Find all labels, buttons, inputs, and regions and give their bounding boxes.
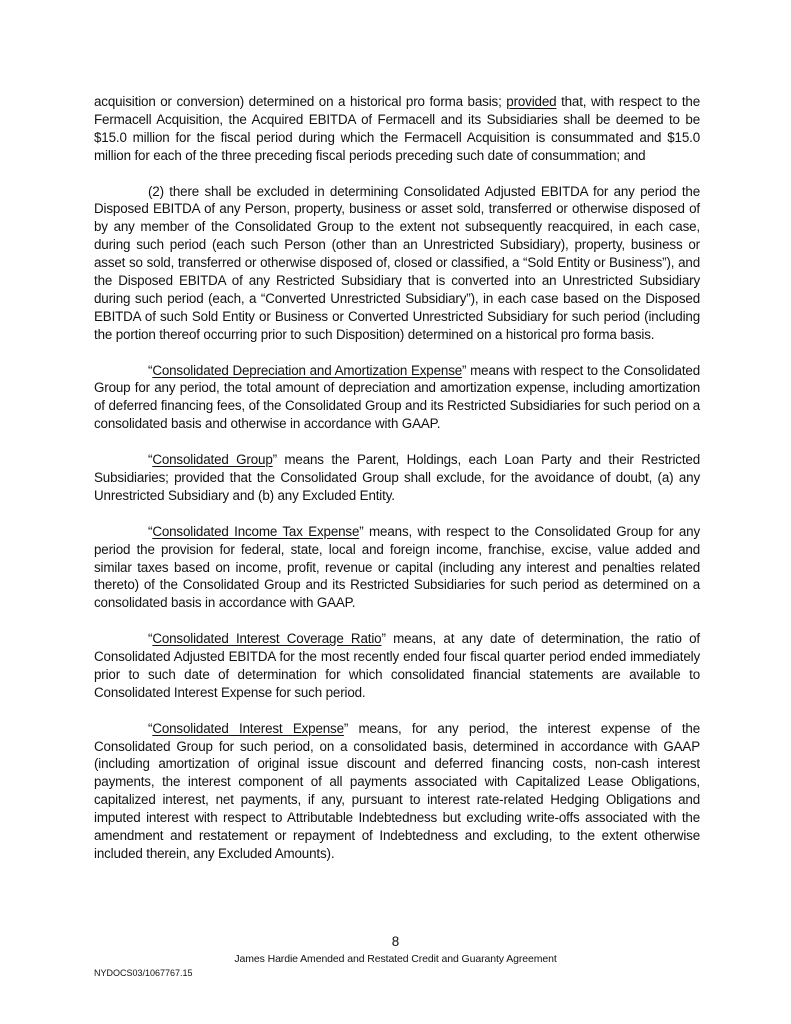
- definition-text: ” means, with respect to the Consolidated Group for any period the provision for federal, state, local and foreign income, franchise, excise, value added and similar taxes based on income, profit, revenue or capital (including any interest and penalties related thereto) of the Consolidated Group and its Restricted Subsidiaries for such period as determined on a consolidated basis in accordance with GAAP.: [94, 523, 700, 611]
- definition-text: ” means the Parent, Holdings, each Loan Party and their Restricted Subsidiaries; provided that the Consolidated Group shall exclude, for the avoidance of doubt, (a) any Unrestricted Subsidiary and (b) any Excluded Entity.: [94, 452, 700, 503]
- footer-document-id: NYDOCS03/1067767.15: [94, 968, 193, 978]
- definition-consolidated-group: [94, 451, 700, 505]
- defined-term: Consolidated Interest Expense: [152, 720, 344, 736]
- definition-text: ” means with respect to the Consolidated Group for any period, the total amount of depreciation and amortization expense, including amortization of deferred financing fees, of the Consolidated Group and its Restricted Subsidiaries for such period on a consolidated basis and otherwise in accordance with GAAP.: [94, 362, 700, 432]
- defined-term: Consolidated Depreciation and Amortization Expense: [152, 362, 463, 378]
- footer-agreement-title: James Hardie Amended and Restated Credit and Guaranty Agreement: [234, 953, 557, 965]
- text-segment: (2) there shall be excluded in determining Consolidated Adjusted EBITDA for any period the Disposed EBITDA of any Person, property, business or asset sold, transferred or otherwise disposed of by any member of the Consolidated Group to the extent not subsequently reacquired, in each case, during such period (each such Person (other than an Unrestricted Subsidiary), property, business or asset so sold, transferred or otherwise disposed of, closed or classified, a “Sold Entity or Business”), and the Disposed EBITDA of any Restricted Subsidiary that is converted into an Unrestricted Subsidiary during such period (each, a “Converted Unrestricted Subsidiary”), in each case based on the Disposed EBITDA of such Sold Entity or Business or Converted Unrestricted Subsidiary for such period (including the portion thereof occurring prior to such Disposition) determined on a historical pro forma basis.: [94, 183, 700, 342]
- open-quote: “: [148, 362, 153, 378]
- open-quote: “: [148, 452, 153, 468]
- definition-consolidated-depreciation: [94, 362, 700, 434]
- definition-interest-coverage-ratio: [94, 630, 700, 702]
- defined-term: Consolidated Interest Coverage Ratio: [152, 631, 382, 647]
- open-quote: “: [148, 523, 153, 539]
- open-quote: “: [148, 720, 153, 736]
- text-segment: that, with respect to the Fermacell Acquisition, the Acquired EBITDA of Fermacell and its Subsidiaries shall be deemed to be $15.0 million for the fiscal period during which the Fermacell Acquisition is consummated and $15.0 million for each of the three preceding fiscal periods preceding such date of consummation; and: [94, 94, 700, 163]
- text-segment: acquisition or conversion) determined on a historical pro forma basis;: [94, 94, 507, 109]
- paragraph-fermacell-proviso: [94, 93, 700, 165]
- page-number: 8: [391, 934, 400, 949]
- paragraph-disposed-ebitda: [94, 183, 700, 344]
- defined-term: Consolidated Income Tax Expense: [152, 523, 360, 539]
- definition-text: ” means, at any date of determination, the ratio of Consolidated Adjusted EBITDA for the most recently ended four fiscal quarter period ended immediately prior to such date of determination for which consolidated financial statements are available to Consolidated Interest Expense for such period.: [94, 631, 700, 700]
- defined-term-provided: provided: [506, 94, 557, 109]
- open-quote: “: [148, 631, 153, 647]
- definition-consolidated-income-tax: [94, 523, 700, 613]
- definition-consolidated-interest-expense: [94, 720, 700, 863]
- definition-text: ” means, for any period, the interest expense of the Consolidated Group for such period, on a consolidated basis, determined in accordance with GAAP (including amortization of original issue discount and deferred financing costs, non-cash interest payments, the interest component of all payments associated with Capitalized Lease Obligations, capitalized interest, net payments, if any, pursuant to interest rate-related Hedging Obligations and imputed interest with respect to Attributable Indebtedness but excluding write-offs associated with the amendment and restatement or repayment of Indebtedness and excluding, to the extent otherwise included therein, any Excluded Amounts).: [94, 720, 700, 861]
- document-body: [94, 93, 700, 881]
- defined-term: Consolidated Group: [152, 452, 273, 468]
